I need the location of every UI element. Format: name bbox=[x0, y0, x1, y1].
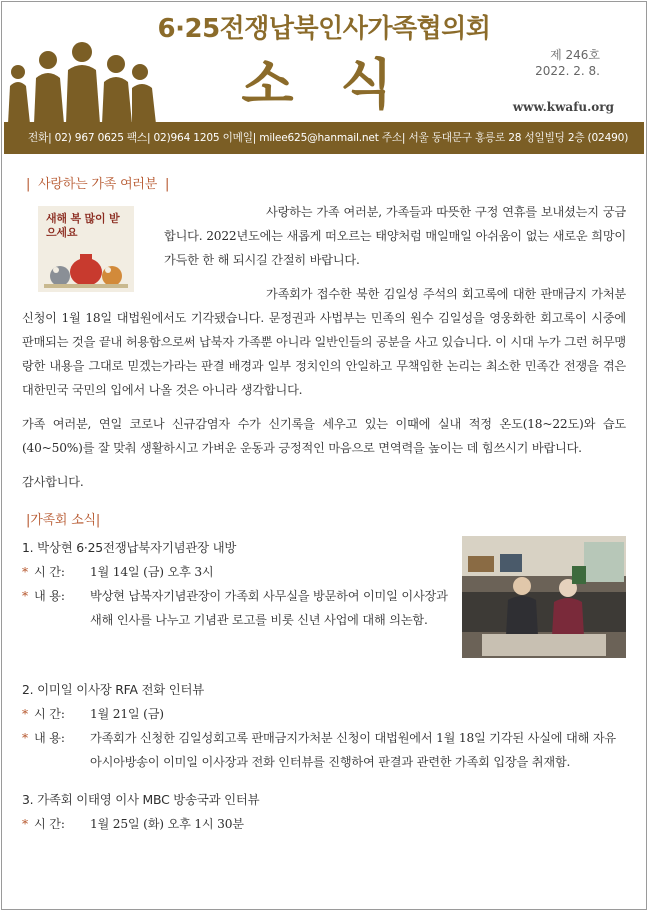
section-heading-news: |가족회 소식| bbox=[26, 513, 101, 528]
bullet-icon: * bbox=[22, 731, 28, 745]
bullet-icon: * bbox=[22, 565, 28, 579]
newsletter-page bbox=[1, 1, 647, 910]
news-item-title: 2. 이미일 이사장 RFA 전화 인터뷰 bbox=[22, 682, 205, 697]
content-label: 내 용: bbox=[34, 731, 65, 745]
letter-closing: 감사합니다. bbox=[22, 475, 84, 489]
new-year-greeting-image bbox=[38, 206, 134, 292]
news-item-content bbox=[22, 584, 454, 632]
news-item bbox=[22, 536, 626, 664]
bullet-icon: * bbox=[22, 589, 28, 603]
section-heading-text: 가족회 소식 bbox=[30, 513, 96, 528]
issue-number: 제 246호 bbox=[550, 48, 600, 62]
news-item-title: 1. 박상현 6·25전쟁납북자기념관장 내방 bbox=[22, 540, 237, 555]
organization-name: 6·25전쟁납북인사가족협의회 bbox=[157, 14, 491, 44]
letter-paragraph: 가족회가 접수한 북한 김일성 주석의 회고록에 대한 판매금지 가처분 신청이 1월 18일 대법원에서도 기각됐습니다. 문정권과 사법부는 민족의 원수 김일성을 영웅화한 회고록이 시중에 판매되는 것을 끝내 허용함으로써 납북자 가족뿐 아니라 일반인들의 공분을 사고 있습니다. 이 시대 누가 그런 허무맹랑한 내용을 그대로 믿겠는가라는 판결 배경과 일부 정치인의 안일하고 무책임한 논리는 최소한 민족간 전쟁을 겪은 대한민국 국민의 입에서 나올 것은 아니라 생각합니다. bbox=[22, 287, 626, 397]
content-label: 내 용: bbox=[34, 589, 65, 603]
contact-bar: 전화| 02) 967 0625 팩스| 02)964 1205 이메일| milee625@hanmail.net 주소| 서울 동대문구 홍릉로 28 성일빌딩 2층 (02490) bbox=[4, 122, 644, 154]
content-value: 박상현 납북자기념관장이 가족회 사무실을 방문하여 이미일 이사장과 새해 인사를 나누고 기념관 로고를 비롯 신년 사업에 대해 의논함. bbox=[90, 589, 448, 627]
newsletter-title: 소 식 bbox=[241, 53, 407, 116]
bullet-icon: * bbox=[22, 707, 28, 721]
time-label: 시 간: bbox=[34, 707, 65, 721]
news-item-time bbox=[22, 812, 626, 836]
letter-paragraph: 가족 여러분, 연일 코로나 신규감염자 수가 신기록을 세우고 있는 이때에 실내 적정 온도(18~22도)와 습도 (40~50%)를 잘 맞춰 생활하시고 가벼운 운동과 긍정적인 마음으로 면역력을 높이는 데 힘쓰시기 바랍니다. bbox=[22, 417, 626, 455]
section-heading-text: 사랑하는 가족 여러분 bbox=[38, 177, 158, 192]
time-value: 1월 21일 (금) bbox=[90, 707, 164, 721]
website-link[interactable]: www.kwafu.org bbox=[512, 100, 614, 114]
visit-photo bbox=[462, 536, 626, 658]
news-item-time bbox=[22, 560, 454, 584]
news-item-time bbox=[22, 702, 626, 726]
news-item-content bbox=[22, 726, 626, 774]
time-value: 1월 25일 (화) 오후 1시 30분 bbox=[90, 817, 244, 831]
issue-date: 2022. 2. 8. bbox=[535, 64, 600, 78]
section-heading-letter: | 사랑하는 가족 여러분 | bbox=[26, 177, 170, 192]
content-area bbox=[22, 162, 626, 850]
news-item bbox=[22, 788, 626, 836]
news-item bbox=[22, 678, 626, 774]
bullet-icon: * bbox=[22, 817, 28, 831]
news-item-title: 3. 가족회 이태영 이사 MBC 방송국과 인터뷰 bbox=[22, 792, 260, 807]
time-label: 시 간: bbox=[34, 817, 65, 831]
letter-paragraph: 사랑하는 가족 여러분, 가족들과 따뜻한 구정 연휴를 보내셨는지 궁금합니다. 2022년도에는 새롭게 떠오르는 태양처럼 매일매일 아쉬움이 없는 새로운 희망이 가득한 한 해 되시길 간절히 바랍니다. bbox=[164, 205, 626, 267]
content-value: 가족회가 신청한 김일성회고록 판매금지가처분 신청이 대법원에서 1월 18일 기각된 사실에 대해 자유아시아방송이 이미일 이사장과 전화 인터뷰를 진행하여 판결과 관련한 가족회 입장을 취재함. bbox=[90, 731, 617, 769]
greeting-image-text: 새해 복 많이 받으세요 bbox=[46, 212, 120, 239]
time-label: 시 간: bbox=[34, 565, 65, 579]
time-value: 1월 14일 (금) 오후 3시 bbox=[90, 565, 214, 579]
